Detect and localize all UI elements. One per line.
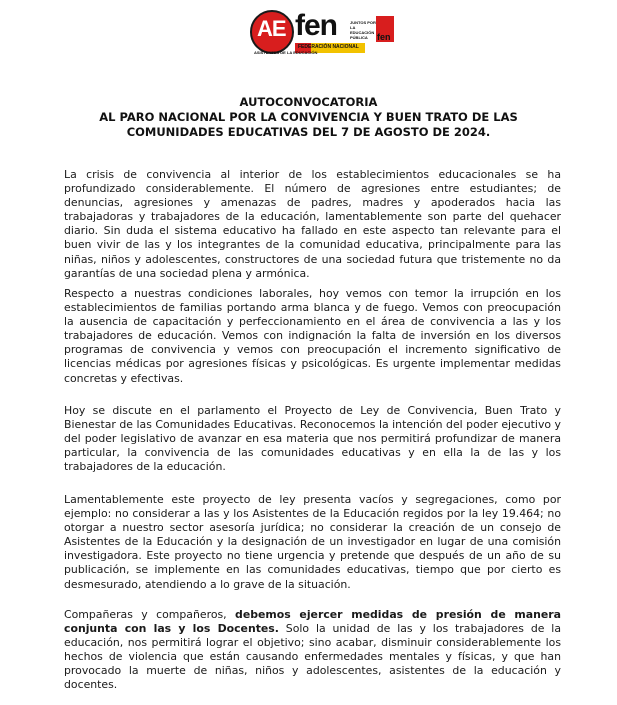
paragraph-5-start: Compañeras y compañeros, [64,608,236,621]
document-title [60,95,557,140]
logo-mini-name: fen [377,32,391,42]
paragraph-1: La crisis de convivencia al interior de los establecimientos educacionales se ha profundizado considerablemente. El número de agresiones entre estudiantes; de denuncias, agresiones y amenazas de padres, madres y apoderados hacia las trabajadoras y trabajadores de la educación, lamentablemente son parte del quehacer diario. Sin duda el sistema educativo ha fallado en este aspecto tan relevante para el buen vivir de las y los integrantes de la comunidad educativa, principalmente para las niñas, niños y adolescentes, constructores de una sociedad futura que tristemente no da garantías de una sociedad plena y armónica. [64,168,561,280]
title-line-3: COMUNIDADES EDUCATIVAS DEL 7 DE AGOSTO DE 2024. [126,125,491,139]
logo-subtitle-right: FEDERACIÓN NACIONAL [298,44,359,50]
logo-name: fen [295,9,337,42]
logo-subtitle-left: ASISTENTES DE LA EDUCACIÓN [254,50,318,55]
paragraph-5-bold: debemos ejercer medidas de presión de manera conjunta con las y los Docentes. [64,608,561,636]
title-line-2: AL PARO NACIONAL POR LA CONVIVENCIA Y BUEN TRATO DE LAS [99,110,518,124]
title-line-1: AUTOCONVOCATORIA [239,95,378,109]
paragraph-2: Respecto a nuestras condiciones laborales, hoy vemos con temor la irrupción en los establecimientos de familias portando arma blanca y de fuego. Vemos con preocupación la ausencia de capacitación y perfeccionamiento en el área de convivencia a las y los trabajadores de educación. Vemos con indignación la falta de inversión en los diversos programas de convivencia y vemos con preocupación el incremento significativo de licencias médicas por agresiones físicas y psicológicas. Es urgente implementar medidas concretas y efectivas. [64,287,561,385]
paragraph-5 [64,608,561,693]
aefen-logo [250,8,390,58]
logo-small-text: JUNTOS POR LA EDUCACIÓN PÚBLICA [350,20,376,40]
logo-mark: AE [257,16,286,41]
paragraph-4: Lamentablemente este proyecto de ley presenta vacíos y segregaciones, como por ejemplo: no considerar a las y los Asistentes de la Educación regidos por la ley 19.464; no otorgar a nuestro sector asesoría jurídica; no considerar la creación de un consejo de Asistentes de la Educación y la designación de un investigador en lugar de una comisión investigadora. Este proyecto no tiene urgencia y pretende que después de un año de su publicación, se implemente en las comunidades educativas, tiempo que por cierto es desmesurado, atendiendo a lo grave de la situación. [64,493,561,591]
paragraph-5-end: Solo la unidad de las y los trabajadores de la educación, nos permitirá lograr el objetivo; sino acabar, disminuir considerablemente los hechos de violencia que están causando enfermedades mentales y físicas, y que han provocado la muerte de niñas, niños y adolescentes, asistentes de la educación y docentes. [64,622,562,692]
paragraph-3: Hoy se discute en el parlamento el Proyecto de Ley de Convivencia, Buen Trato y Bienestar de las Comunidades Educativas. Reconocemos la intención del poder ejecutivo y del poder legislativo de avanzar en esa materia que nos permitirá profundizar de manera particular, la convivencia de las comunidades educativas y en ella la de las y los trabajadores de la educación. [64,404,561,474]
